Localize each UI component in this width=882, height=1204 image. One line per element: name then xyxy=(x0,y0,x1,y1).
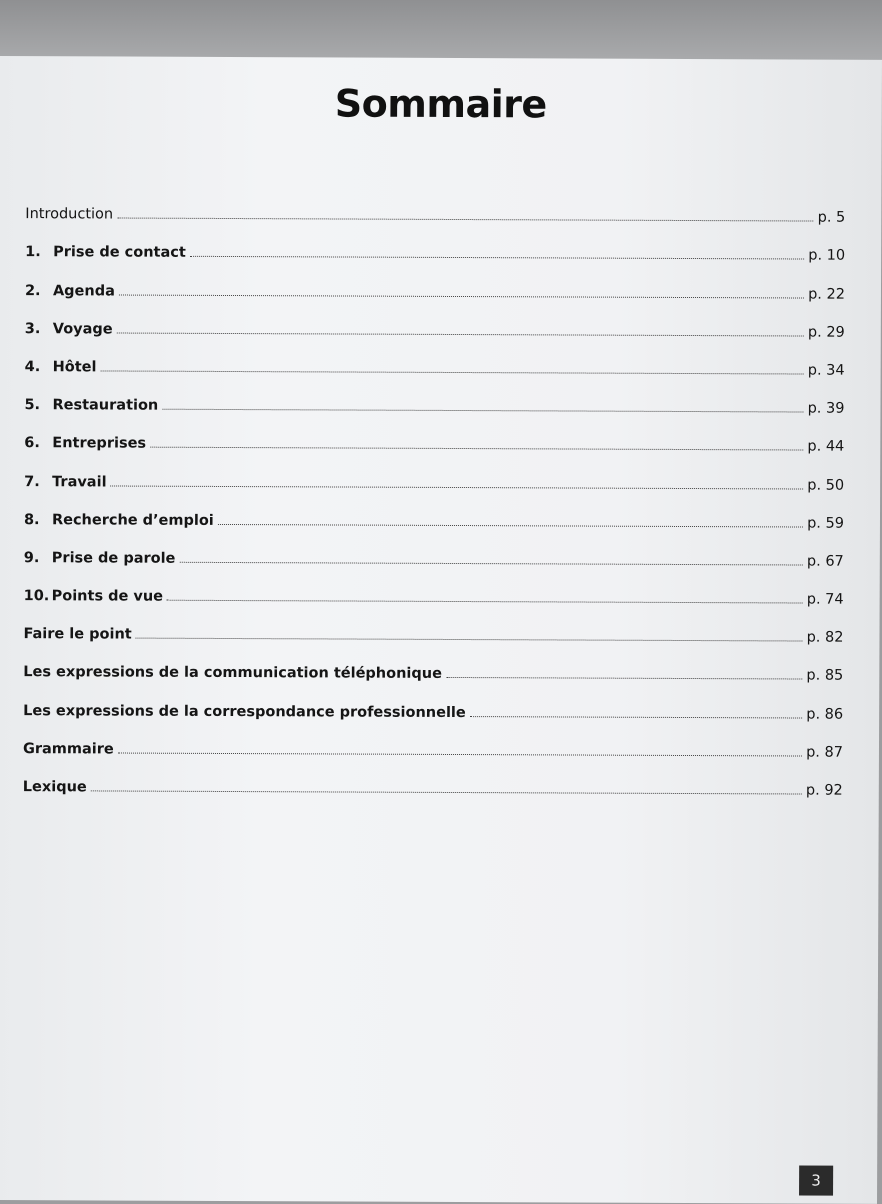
toc-entry-page: p. 10 xyxy=(808,247,846,265)
toc-entry-number: 2. xyxy=(24,282,41,299)
dot-leader xyxy=(119,294,804,298)
toc-entry-page: p. 87 xyxy=(806,744,844,761)
toc-entry[interactable] xyxy=(24,451,844,493)
toc-entry[interactable] xyxy=(24,528,844,570)
toc-entry-page: p. 67 xyxy=(806,553,844,570)
toc-entry-number: 5. xyxy=(24,397,41,414)
dot-leader xyxy=(136,638,803,642)
toc-entry-label xyxy=(24,550,180,567)
toc-entry-number: 9. xyxy=(23,549,40,567)
dot-leader xyxy=(117,218,814,222)
toc-entry-text: Les expressions de la correspondance professionnelle xyxy=(23,702,466,721)
dot-leader xyxy=(162,409,803,413)
toc-entry-number: 8. xyxy=(23,511,40,528)
toc-entry[interactable] xyxy=(24,413,844,455)
dot-leader xyxy=(150,447,803,451)
toc-entry[interactable] xyxy=(23,757,843,799)
toc-entry-label xyxy=(24,397,162,414)
document-page xyxy=(0,56,882,1204)
toc-entry-page: p. 39 xyxy=(807,400,845,417)
toc-entry-text: Entreprises xyxy=(52,435,147,452)
toc-entry-label xyxy=(23,741,118,757)
toc-entry-text: Les expressions de la communication téléphonique xyxy=(23,664,442,683)
toc-entry-text: Hôtel xyxy=(52,359,97,376)
dot-leader xyxy=(91,790,802,794)
toc-entry-label xyxy=(25,359,101,375)
toc-entry-number: 3. xyxy=(24,320,41,337)
toc-entry[interactable] xyxy=(25,260,845,302)
toc-entry-page: p. 29 xyxy=(807,324,845,341)
dot-leader xyxy=(190,256,804,260)
toc-entry-label xyxy=(24,435,150,452)
toc-entry-text: Travail xyxy=(52,473,107,490)
dot-leader xyxy=(167,600,803,604)
toc-entry[interactable] xyxy=(24,490,844,532)
toc-entry-page: p. 85 xyxy=(806,667,844,685)
toc-entry-label xyxy=(25,321,117,337)
toc-entry-text: Prise de parole xyxy=(51,550,176,567)
toc-entry-label xyxy=(24,512,218,529)
table-of-contents xyxy=(23,184,846,799)
toc-entry-label xyxy=(25,244,190,261)
toc-entry-number: 1. xyxy=(25,244,41,261)
dot-leader xyxy=(117,332,804,336)
dot-leader xyxy=(118,752,802,756)
toc-entry-number: 7. xyxy=(24,473,40,490)
background-surface xyxy=(0,0,882,60)
page-number: 3 xyxy=(799,1165,833,1195)
toc-entry[interactable] xyxy=(23,642,843,684)
toc-entry-label xyxy=(23,703,470,721)
toc-entry-text: Prise de contact xyxy=(53,244,186,262)
dot-leader xyxy=(100,370,803,374)
toc-entry[interactable] xyxy=(23,604,843,646)
toc-entry-text: Lexique xyxy=(22,779,87,796)
toc-entry-label xyxy=(23,626,135,642)
toc-entry-label xyxy=(24,474,110,490)
toc-entry-number: 10. xyxy=(23,588,50,605)
toc-entry[interactable] xyxy=(24,375,844,417)
toc-entry-page: p. 34 xyxy=(807,362,845,379)
dot-leader xyxy=(470,716,803,718)
toc-entry-label xyxy=(23,665,446,683)
toc-entry-text: Grammaire xyxy=(22,740,114,758)
dot-leader xyxy=(111,485,804,489)
toc-entry-page: p. 82 xyxy=(806,629,844,646)
toc-entry-label xyxy=(25,206,117,222)
dot-leader xyxy=(218,524,803,528)
toc-entry[interactable] xyxy=(25,222,845,264)
toc-entry[interactable] xyxy=(23,681,843,723)
toc-entry-page: p. 92 xyxy=(805,782,843,799)
toc-entry[interactable] xyxy=(25,184,845,226)
toc-entry[interactable] xyxy=(25,337,845,379)
toc-entry-text: Faire le point xyxy=(23,626,132,643)
toc-entry-page: p. 22 xyxy=(808,286,846,303)
toc-entry-text: Introduction xyxy=(25,206,114,223)
toc-entry-label xyxy=(23,779,91,795)
toc-entry-page: p. 50 xyxy=(807,477,845,494)
toc-entry[interactable] xyxy=(23,719,843,761)
toc-entry-page: p. 74 xyxy=(806,591,844,608)
toc-entry-text: Restauration xyxy=(52,397,159,414)
dot-leader xyxy=(446,677,802,680)
toc-entry-number: 4. xyxy=(24,359,41,376)
toc-entry-label xyxy=(24,588,167,605)
toc-entry-page: p. 59 xyxy=(807,515,845,532)
toc-entry-page: p. 44 xyxy=(807,438,845,456)
toc-entry-page: p. 86 xyxy=(806,706,844,723)
toc-entry-page: p. 5 xyxy=(817,209,846,226)
dot-leader xyxy=(179,562,803,566)
toc-entry-label xyxy=(25,283,119,299)
toc-entry-text: Points de vue xyxy=(51,588,164,605)
toc-entry-number: 6. xyxy=(24,435,40,452)
page-title: Sommaire xyxy=(334,81,547,127)
toc-entry-text: Recherche d’emploi xyxy=(51,511,214,529)
toc-entry[interactable] xyxy=(24,566,844,608)
toc-entry-text: Agenda xyxy=(52,282,115,300)
toc-entry-text: Voyage xyxy=(52,320,113,338)
toc-entry[interactable] xyxy=(25,299,845,341)
